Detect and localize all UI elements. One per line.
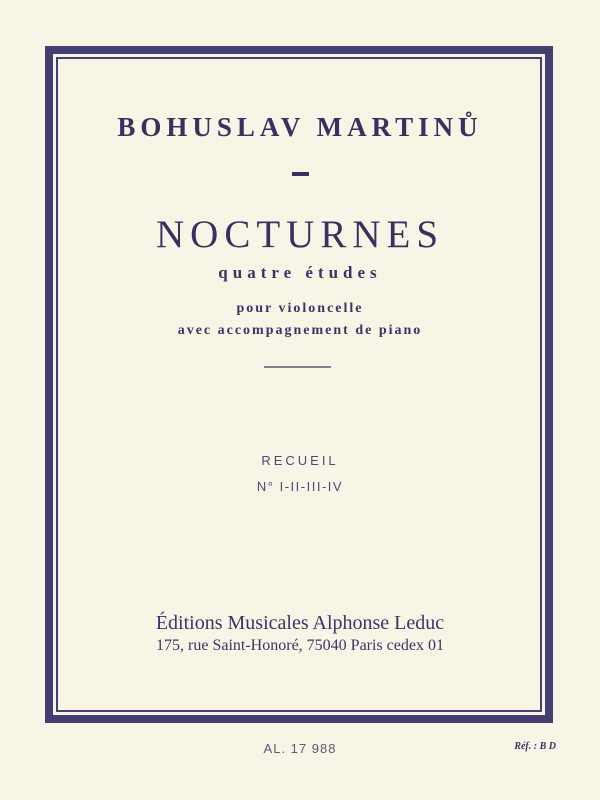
numbers-line: N° I-II-III-IV: [256, 479, 344, 494]
publisher-name: Éditions Musicales Alphonse Leduc: [155, 612, 445, 634]
publisher-address: 175, rue Saint-Honoré, 75040 Paris cedex 01: [156, 637, 444, 654]
work-title: NOCTURNES: [155, 213, 445, 256]
work-subtitle: quatre études: [218, 263, 382, 282]
instrumentation-line-1: pour violoncelle: [236, 301, 364, 316]
collection-label: RECUEIL: [261, 453, 339, 468]
dash-divider: [292, 172, 309, 176]
reference-mark: Réf. : B D: [514, 741, 556, 752]
rule-divider: [264, 366, 331, 368]
instrumentation-line-2: avec accompagnement de piano: [177, 323, 423, 338]
composer-name: BOHUSLAV MARTINŮ: [117, 112, 483, 142]
plate-number: AL. 17 988: [263, 741, 337, 756]
